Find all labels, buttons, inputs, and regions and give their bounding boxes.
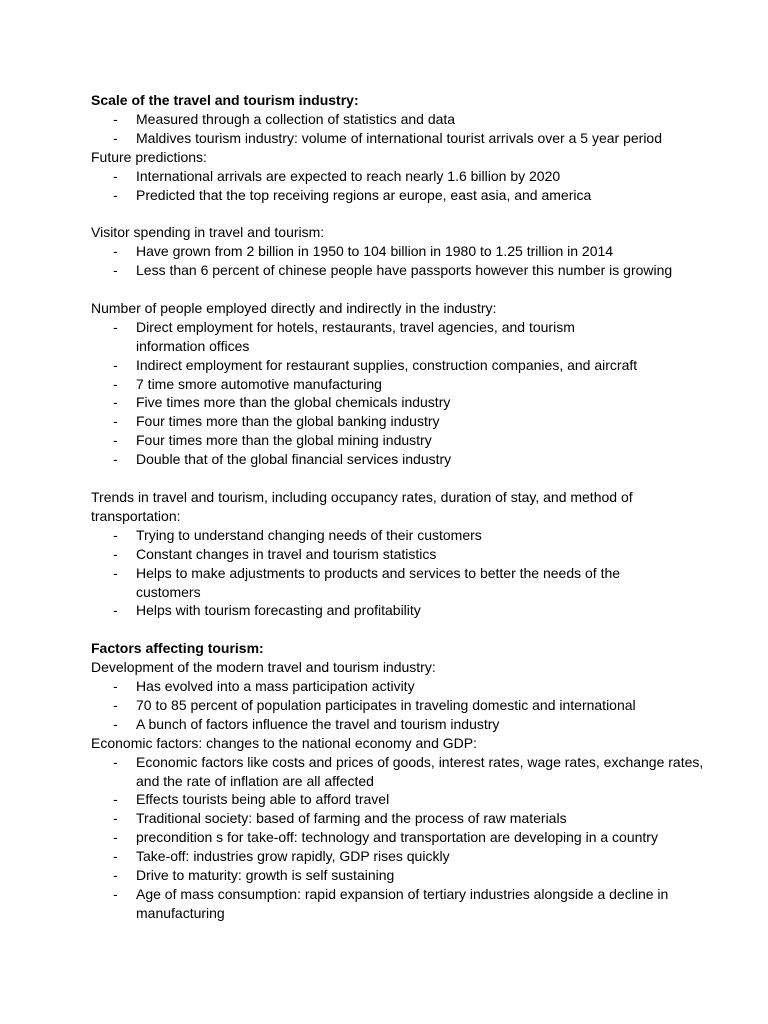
list-item-text: Age of mass consumption: rapid expansion of tertiary industries alongside a decline in manufacturing [136,886,669,921]
list-item [91,356,691,375]
list-item-text: Less than 6 percent of chinese people have passports however this number is growing [136,262,673,279]
list-item-text: Double that of the global financial services industry [136,451,452,468]
list-item [91,601,691,620]
list-item-text: Five times more than the global chemicals industry [136,394,451,411]
bullet-dash: - [113,394,118,411]
list-item-text: Helps with tourism forecasting and profitability [136,602,421,619]
list-item-text: Maldives tourism industry: volume of international tourist arrivals over a 5 year period [136,129,663,146]
bullet-dash: - [113,678,118,695]
list-item [91,186,691,205]
section-heading: Scale of the travel and tourism industry: [91,92,359,108]
bullet-dash: - [113,753,118,770]
bullet-dash: - [113,413,118,430]
section-heading: Visitor spending in travel and tourism: [91,224,325,241]
list-item [91,696,691,715]
list-item-text: Helps to make adjustments to products and services to better the needs of the customers [136,564,621,600]
list-item-text: Trying to understand changing needs of their customers [136,526,482,543]
list-item [91,393,691,412]
bullet-dash: - [113,167,118,184]
blank-line [91,280,691,299]
list-item-text: A bunch of factors influence the travel and tourism industry [136,715,500,732]
list-item [91,450,691,469]
list-item [91,375,691,394]
blank-line [91,204,691,223]
list-item-text: Take-off: industries grow rapidly, GDP rises quickly [136,848,450,865]
list-item-text: Four times more than the global banking industry [136,413,440,430]
list-item-text: precondition s for take-off: technology and transportation are developing in a country [136,829,658,846]
bullet-dash: - [113,451,118,468]
list-item-text: 70 to 85 percent of population participates in traveling domestic and international [136,696,636,713]
bullet-dash: - [113,602,118,619]
list-item [91,753,716,791]
list-item-text: Indirect employment for restaurant supplies, construction companies, and aircraft [136,356,638,373]
list-item [91,167,691,186]
bullet-dash: - [113,810,118,827]
list-item-text: Has evolved into a mass participation activity [136,678,415,695]
list-item [91,526,691,545]
list-item [91,847,691,866]
list-item-text: Effects tourists being able to afford travel [136,791,390,808]
bullet-dash: - [113,186,118,203]
blank-line [91,620,691,639]
bullet-dash: - [113,564,118,581]
list-item-text: Measured through a collection of statistics and data [136,110,456,127]
section-heading: Future predictions: [91,148,207,165]
list-item-text: Predicted that the top receiving regions ar europe, east asia, and america [136,186,592,203]
bullet-dash: - [113,432,118,449]
bullet-dash: - [113,848,118,865]
list-item-text: Have grown from 2 billion in 1950 to 104 billion in 1980 to 1.25 trillion in 2014 [136,243,614,260]
list-item [91,866,691,885]
list-item [91,318,646,356]
bullet-dash: - [113,110,118,127]
list-item [91,715,691,734]
bullet-dash: - [113,375,118,392]
document-body [91,91,704,923]
list-item [91,242,691,261]
bullet-dash: - [113,886,118,902]
section-heading: Economic factors: changes to the national economy and GDP: [91,734,477,751]
list-item [91,790,691,809]
section-heading: Development of the modern travel and tourism industry: [91,659,436,676]
list-item-text: Constant changes in travel and tourism statistics [136,545,437,562]
bullet-dash: - [113,545,118,562]
bullet-dash: - [113,791,118,808]
bullet-dash: - [113,356,118,373]
bullet-dash: - [113,262,118,279]
bullet-dash: - [113,829,118,846]
bullet-dash: - [113,243,118,260]
list-item-text: Four times more than the global mining industry [136,432,432,449]
list-item [91,545,691,564]
bullet-dash: - [113,129,118,146]
list-item [91,885,716,923]
bullet-dash: - [113,318,118,335]
section-heading: Number of people employed directly and indirectly in the industry: [91,299,497,316]
bullet-dash: - [113,867,118,884]
list-item [91,412,691,431]
list-item [91,110,691,129]
bullet-dash: - [113,715,118,732]
section-heading: Trends in travel and tourism, including occupancy rates, duration of stay, and method of transportation: [91,488,633,524]
list-item-text: International arrivals are expected to reach nearly 1.6 billion by 2020 [136,167,561,184]
list-item-text: Drive to maturity: growth is self sustaining [136,867,395,884]
list-item-text: Traditional society: based of farming and the process of raw materials [136,810,567,827]
list-item-text: Direct employment for hotels, restaurants, travel agencies, and tourism information offices [136,318,575,354]
section-heading: Factors affecting tourism: [91,640,264,657]
list-item [91,809,691,828]
list-item [91,564,626,602]
list-item [91,828,691,847]
bullet-dash: - [113,696,118,713]
list-item [91,431,691,450]
list-item [91,677,691,696]
bullet-dash: - [113,526,118,543]
blank-line [91,469,691,488]
list-item [91,129,691,148]
list-item-text: Economic factors like costs and prices of goods, interest rates, wage rates, exchange rates, and the rate of inflation are all affected [136,753,704,789]
list-item [91,261,691,280]
list-item-text: 7 time smore automotive manufacturing [136,375,382,392]
